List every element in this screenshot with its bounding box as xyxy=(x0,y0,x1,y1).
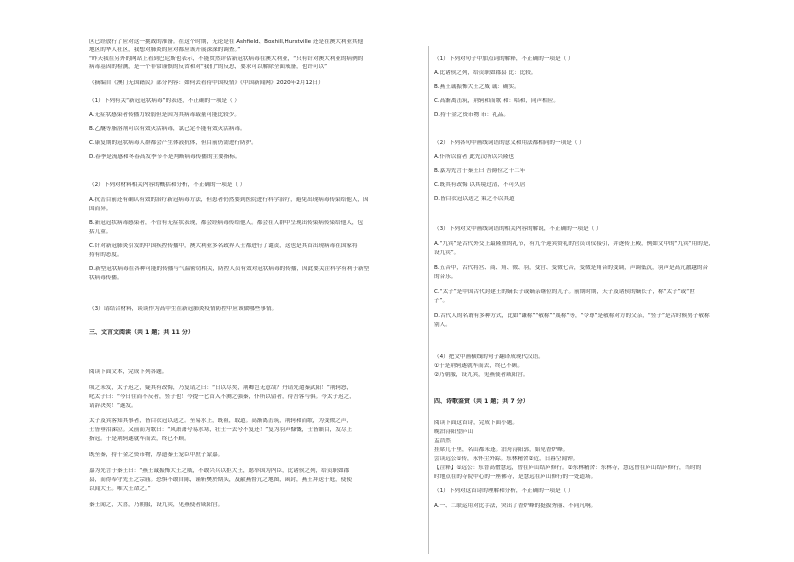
text-line: 阅读下面文本，完成下列各题。 xyxy=(89,369,168,375)
annotation-line: 时地点在的寺院中心的一座佛寺，是慧远在庐山修行的一处道场。 xyxy=(434,474,597,480)
option-line: 国而异。 xyxy=(89,206,112,212)
option-line: B.嘉为先言于秦王曰 吾爵位之十二年 xyxy=(434,168,526,174)
option-line: C.既其有改悔 以其境过清，不可久居 xyxy=(434,182,526,188)
text-line: 县，而得奉守先王之宗庙。恐惧不敢自陈，谨斩樊於期头，及献燕督亢之地图，函封，燕王拜送于庭，使使 xyxy=(89,477,352,483)
option-line: 的音乐。 xyxy=(434,274,457,280)
text-line: 病毒基因的检测，是一个非常谨慎的反省和对“我们”的反思，要求可以解除全面戒备，也许可以” xyxy=(89,64,328,70)
option-line: C.针对新冠肺炎引发的中国疾控传播中，澳大利亚多名政界人士都进行了谴责，这也是其首出现病毒在国家将 xyxy=(89,243,358,249)
option-line: B.乙醚等脂溶剂可以有效灭活病毒，氯己定不能有效灭活病毒。 xyxy=(89,126,246,132)
question-stem: （3）请结合材料，谈谈作为高中生在新冠肺炎疫情防控中应该做哪些事情。 xyxy=(89,306,278,312)
text-line: 区已经放行了应对这一挑战的准备。在这个时期，无论是在 Ashfield、Boxhill,Hurstville 还是在澳大利亚其他 xyxy=(89,39,364,45)
text-line: 地区的华人社区，我想对肺炎的应对都应该开展深深的调查。” xyxy=(89,47,241,53)
question-stem: （1）下列对这首诗的理解和分析，不正确的一项是（ ） xyxy=(434,488,574,494)
text-line: 嘉为先言于秦王曰：“燕王诚振怖大王之威，不敢兴兵以拒大王，愿举国为内臣，比诸侯之列，给贡职如郡 xyxy=(89,468,350,474)
option-line: A.比诸侯之列，给贡职如郡县 比：比较。 xyxy=(434,70,537,76)
option-line: D.皆白衣冠以送之 策之不以其道 xyxy=(434,196,515,202)
option-line: A.“九宾”是古代外交上最隆重的礼节，有九个迎宾赞礼的官员司仪接引，并逐传上殿，例如文中的“九宾“用的是， xyxy=(434,241,715,247)
text-line: 既至秦，持千金之资币物，厚遗秦王宠臣中庶子蒙嘉。 xyxy=(89,452,224,458)
text-line: 请辞决矣！”遂发。 xyxy=(89,403,137,409)
option-line: 状病毒传播。 xyxy=(89,275,123,281)
text-line: 太子及宾客知其事者，皆白衣冠以送之。至易水上，既祖，取道。高渐离击筑，荆轲和而歌，为变徵之声， xyxy=(89,418,352,424)
option-line: C.高渐离击筑，荆轲和而歌 和：唱和，同声相应。 xyxy=(434,98,559,104)
poem-line: 挂席几千里，名山都未逢。泊舟浔阳郭，始见香炉峰。 xyxy=(434,447,569,453)
option-line: A.仆所以留者 此先汉所以兴隆也 xyxy=(434,154,515,160)
option-line: C.“太子”是中国古代封建王的嫡长子或嫡亲继位的儿子。前期时期，天子及诸侯的嫡长子，称“太子”或“世 xyxy=(434,289,695,295)
question-stem: （4）把文中画横线的句子翻译成现代汉语。 xyxy=(434,354,544,360)
text-line: 以闻大王。唯大王命之。” xyxy=(89,486,151,492)
question-stem: （1）下列有关“新冠冠状病毒”的表述，不正确的一项是（ ） xyxy=(89,98,240,104)
option-line: 别人。 xyxy=(434,322,451,328)
text-line: （摘编自《澳门无国籍民》部分内容：如何去看待中国疫情》《中国新闻网》2020年2月12日） xyxy=(89,80,324,86)
option-line: D.新型冠状病毒在各种可能的传播与气温密切相关，防控人员有效对冠状病毒的传播，因此要关注科学有利于新型 xyxy=(89,266,370,272)
option-line: B.燕王诚振怖大王之威 诚：确实。 xyxy=(434,84,520,90)
poem-title: 晚泊浔阳望庐山 xyxy=(434,429,474,435)
question-stem: （1）下列对句子中加点词的解释，不正确的一项是（ ） xyxy=(434,56,574,62)
text-line: ①于是荆轲遂就车而去，终已不顾。 xyxy=(434,363,523,369)
text-line: 叱太子曰：“今日往而不反者，竖子也！今提一匕首入不测之强秦，仆所以留者，待吾客与俱。今太子迟之， xyxy=(89,394,355,400)
text-line: ②乃朝服，设九宾，见燕使者咸阳宫。 xyxy=(434,372,529,378)
option-line: A.抗击目前还有确认有效的治疗新冠病毒方法，但患者仍然要到医院进行科学治疗，避免出现病毒传染给他人，因 xyxy=(89,197,369,203)
question-stem: （2）下列对材料相关内容的概括和分析，不正确的一项是（ ） xyxy=(89,182,246,188)
text-line: “昨天我在另外的网站上看到巴尼斯也表示，不能贸然评估新冠状病毒在澳大利亚，“只有针对澳大利亚的病例的 xyxy=(89,56,364,62)
column-divider xyxy=(428,46,429,554)
option-line: D.春季是流感和冬春高发季节不是判断病毒传播的主要指标。 xyxy=(89,154,241,160)
option-line: C.康复期的冠状病毒人群都会产生体液抗体，但目前仍需进行防护。 xyxy=(89,140,257,146)
text-line: 阅读下面这首诗，完成下面小题。 xyxy=(434,420,518,426)
option-line: B.五音中，古代将宫、商、角、徵、羽，变宫、变徵七音，变徵是角音的变调，声调低沉，羽声是高亢激越的音 xyxy=(434,265,709,271)
option-line: 设九宾”。 xyxy=(434,250,460,256)
option-line: A.无症状感染者传播力较弱但是因为其病毒载量可能比较少。 xyxy=(89,112,240,118)
annotation-line: 【注释】①远公：东晋高僧慧远，曾在庐山结庐修行。②东林精舍：东林寺，慧远曾在庐山结庐修行，当时的 xyxy=(434,465,702,471)
option-line: 持有的态度。 xyxy=(89,252,123,258)
text-line: 士皆垂泪涕泣。又前而为歌曰：“风萧萧兮易水寒，壮士一去兮不复还！”复为羽声慷慨，士皆瞋目，发尽上 xyxy=(89,427,353,433)
poem-author: 孟浩然 xyxy=(434,438,451,444)
text-line: 指冠。于是荆轲遂就车而去，终已不顾。 xyxy=(89,436,190,442)
option-line: 子”。 xyxy=(434,298,449,304)
option-line: B.新冠冠状病毒感染者，不管有无症状表现，都会经病毒传给他人。都会在人群中呈现出传染病传染给他人，包 xyxy=(89,220,364,226)
question-stem: （2）下列各句中画线词语的意义和用法都相同的一项是（ ） xyxy=(434,140,585,146)
option-line: 括儿童。 xyxy=(89,229,112,235)
poem-line: 尝读远公①传，永怀尘外踪。东林精舍②近，日暮空闻钟。 xyxy=(434,456,579,462)
text-line: 顷之未发，太子迟之，疑其有改悔，乃复请之曰：“日以尽矣，荆卿岂无意哉？丹请先遣秦武阳！”荆轲怒， xyxy=(89,385,353,391)
option-line: D.持千金之资币物 币：礼品。 xyxy=(434,112,509,118)
option-line: A.一、二联运用对比手法，突出了香炉峰的挺拔秀丽、不同凡响。 xyxy=(434,503,597,509)
option-line: D.古代人的名谓有多种方式，比如“谦称”“敬称”“蔑称”等，“令尊”是敬称对方的父亲，“竖子”是古时候男子敬称 xyxy=(434,313,710,319)
section-heading: 四、诗歌鉴赏（共 1 题；共 7 分） xyxy=(434,398,529,405)
question-stem: （3）下列对文中画线词语的相关内容的解说，不正确的一项是（ ） xyxy=(434,226,602,232)
text-line: 秦王闻之，大喜，乃朝服，设九宾，见燕使者咸阳宫。 xyxy=(89,502,224,508)
section-heading: 三、文言文阅读（共 1 题；共 11 分） xyxy=(89,329,194,336)
